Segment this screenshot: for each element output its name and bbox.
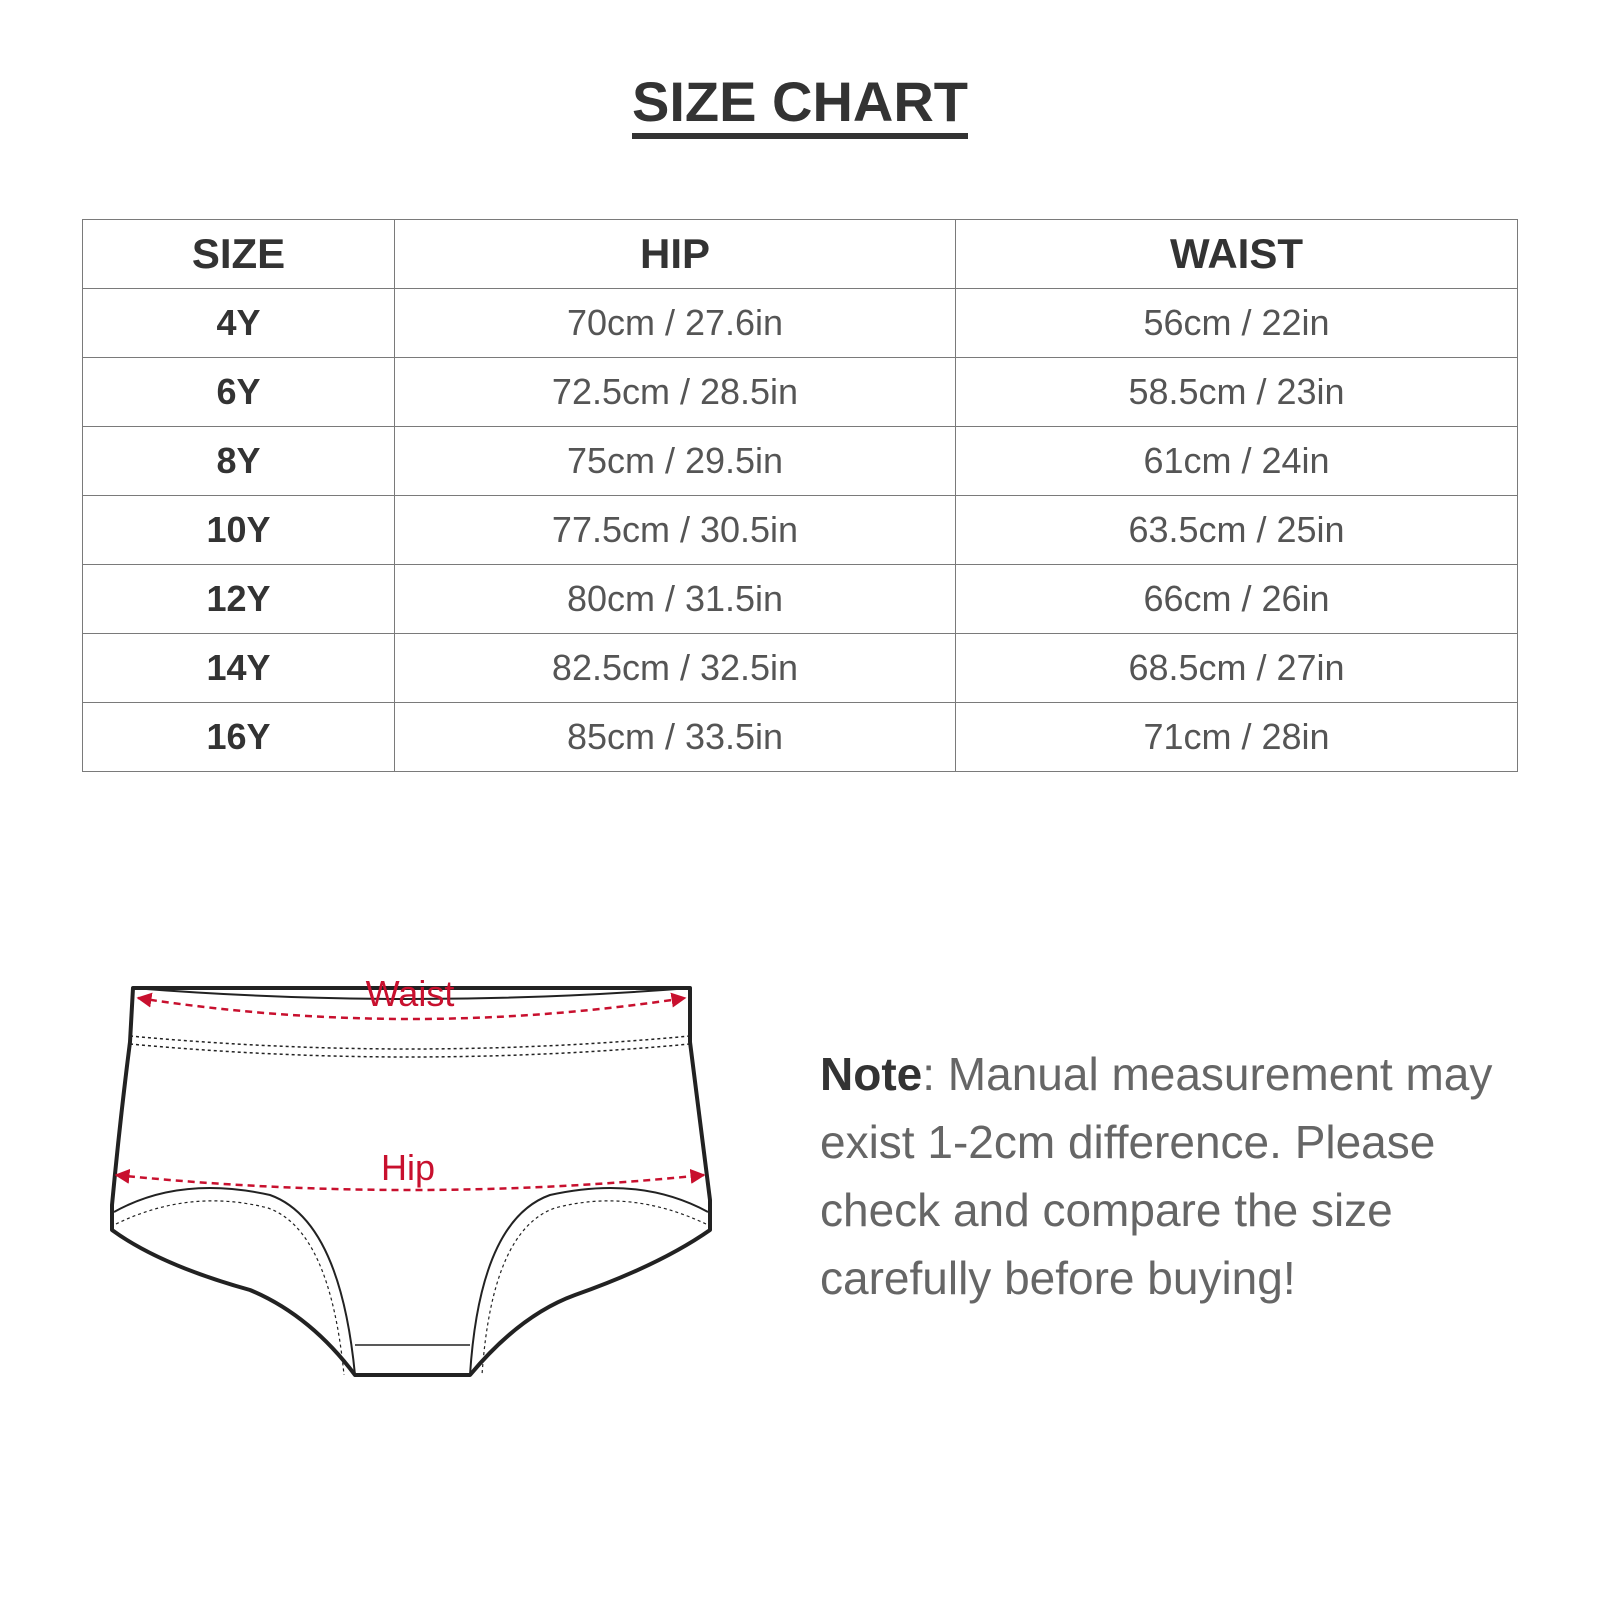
size-cell: 12Y: [83, 565, 395, 634]
header-hip: HIP: [395, 220, 956, 289]
table-row: [83, 496, 1518, 565]
table-row: [83, 427, 1518, 496]
size-cell: 8Y: [83, 427, 395, 496]
waist-cell: 66cm / 26in: [956, 565, 1518, 634]
hip-cell: 72.5cm / 28.5in: [395, 358, 956, 427]
waist-cell: 56cm / 22in: [956, 289, 1518, 358]
header-size: SIZE: [83, 220, 395, 289]
header-waist: WAIST: [956, 220, 1518, 289]
waist-label: Waist: [365, 980, 455, 1014]
hip-cell: 85cm / 33.5in: [395, 703, 956, 772]
table-row: [83, 565, 1518, 634]
table-row: [83, 703, 1518, 772]
hip-cell: 77.5cm / 30.5in: [395, 496, 956, 565]
waist-cell: 61cm / 24in: [956, 427, 1518, 496]
briefs-measurement-diagram: [100, 980, 740, 1420]
size-cell: 10Y: [83, 496, 395, 565]
table-row: [83, 289, 1518, 358]
waist-cell: 71cm / 28in: [956, 703, 1518, 772]
measurement-note: [820, 1040, 1540, 1312]
note-text: : Manual measurement may exist 1-2cm difference. Please check and compare the size carefully before buying!: [820, 1048, 1493, 1304]
waist-cell: 58.5cm / 23in: [956, 358, 1518, 427]
size-cell: 16Y: [83, 703, 395, 772]
waist-cell: 63.5cm / 25in: [956, 496, 1518, 565]
size-table: [82, 219, 1518, 772]
note-label: Note: [820, 1048, 923, 1100]
page-title: [0, 70, 1600, 139]
page-title-text: SIZE CHART: [632, 71, 968, 139]
hip-cell: 82.5cm / 32.5in: [395, 634, 956, 703]
size-cell: 4Y: [83, 289, 395, 358]
hip-cell: 80cm / 31.5in: [395, 565, 956, 634]
table-row: [83, 634, 1518, 703]
table-header-row: [83, 220, 1518, 289]
size-cell: 14Y: [83, 634, 395, 703]
hip-label: Hip: [380, 1147, 436, 1188]
waist-cell: 68.5cm / 27in: [956, 634, 1518, 703]
hip-cell: 70cm / 27.6in: [395, 289, 956, 358]
table-row: [83, 358, 1518, 427]
hip-cell: 75cm / 29.5in: [395, 427, 956, 496]
size-cell: 6Y: [83, 358, 395, 427]
